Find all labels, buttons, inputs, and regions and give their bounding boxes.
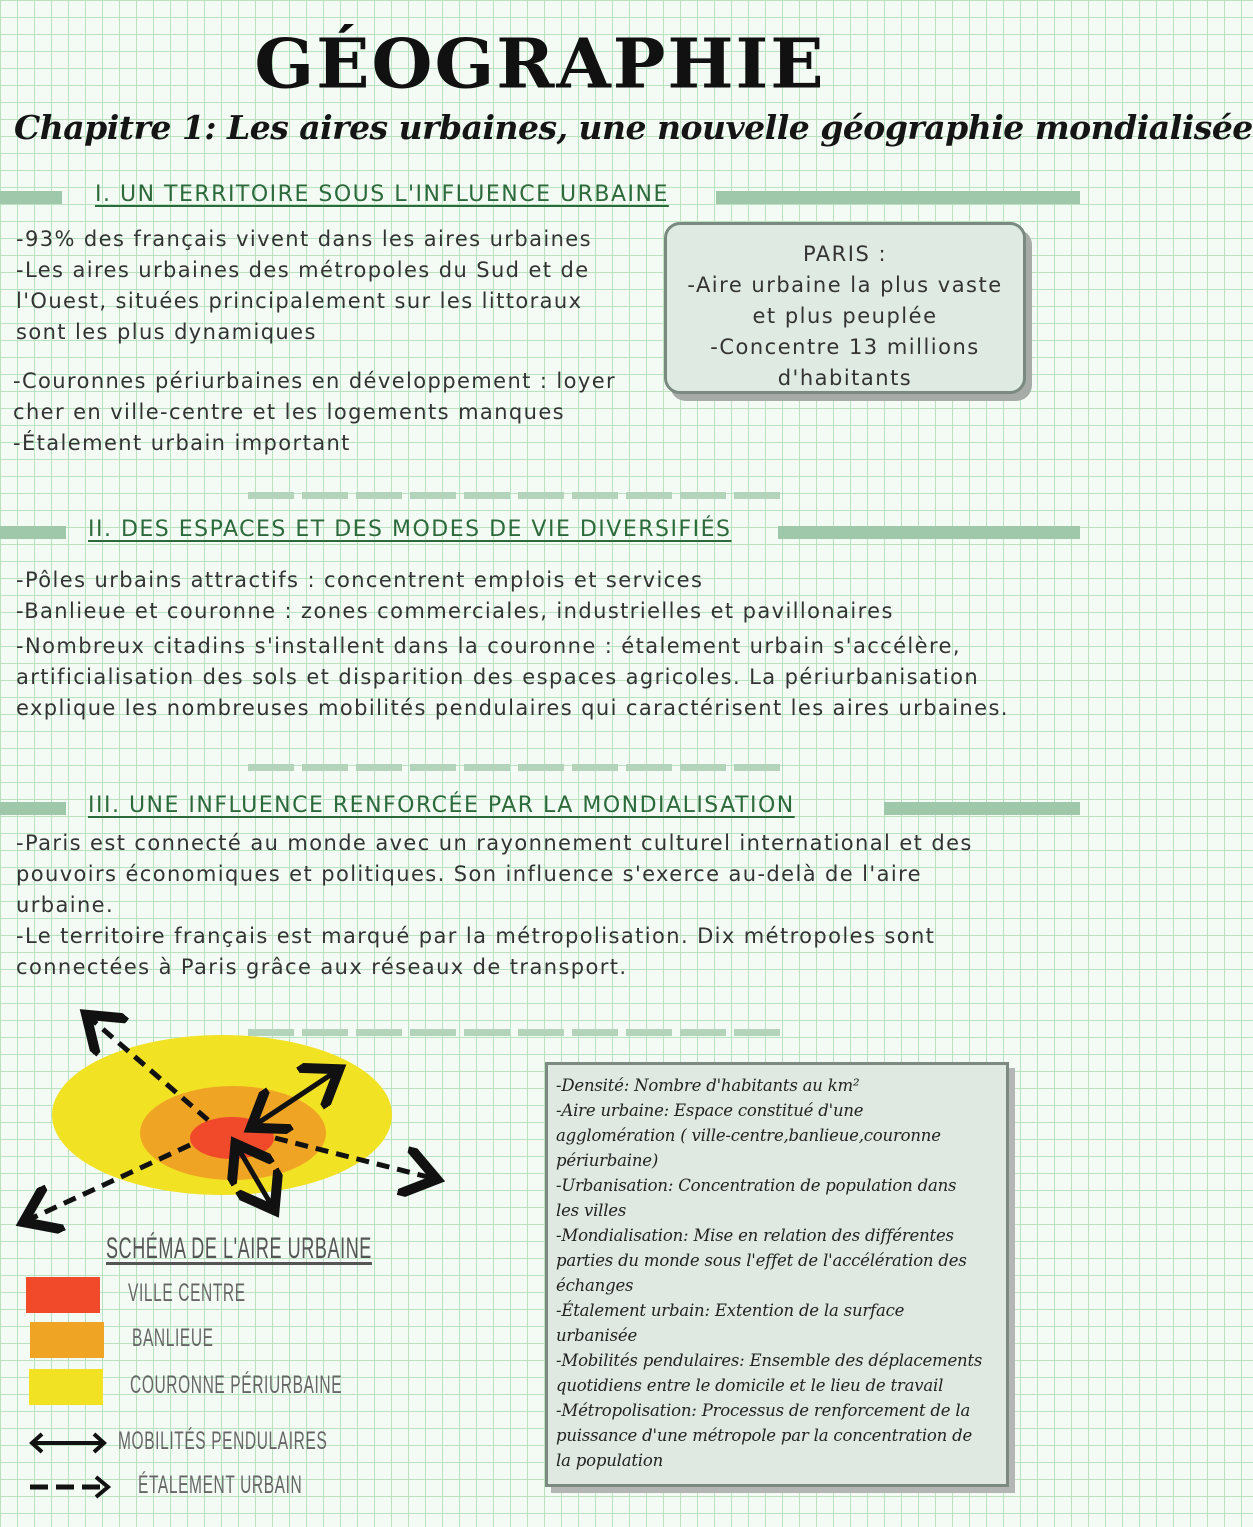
text-line: -Banlieue et couronne : zones commerciales, industrielles et pavillonaires [16,599,894,623]
text-line: l'Ouest, situées principalement sur les littoraux [16,289,583,313]
text-line: pouvoirs économiques et politiques. Son influence s'exerce au-delà de l'aire [16,862,922,886]
legend-label-ville-centre: VILLE CENTRE [128,1279,246,1307]
definition-line: périurbaine) [556,1151,659,1170]
paris-line: -Aire urbaine la plus vaste [687,273,1003,297]
definition-line: la population [556,1451,664,1470]
text-line: -Paris est connecté au monde avec un rayonnement culturel international et des [16,831,973,855]
legend-label-banlieue: BANLIEUE [132,1324,214,1352]
section-bar-right [778,526,1080,539]
definition-line: quotidiens entre le domicile et le lieu de travail [556,1376,944,1395]
definitions-box [545,1062,1009,1487]
dashed-divider [248,492,780,499]
section-2-body [16,565,1076,724]
text-line: -Étalement urbain important [13,431,351,455]
schema-title: SCHÉMA DE L'AIRE URBAINE [106,1232,372,1265]
text-line: connectées à Paris grâce aux réseaux de transport. [16,955,628,979]
urban-area-diagram [0,1000,540,1230]
text-line: artificialisation des sols et disparition des espaces agricoles. La périurbanisation [16,665,980,689]
section-bar-right [716,191,1080,204]
page-title: GÉOGRAPHIE [254,22,826,105]
text-line: explique les nombreuses mobilités pendulaires qui caractérisent les aires urbaines. [16,696,1009,720]
definition-line: -Aire urbaine: Espace constitué d'une [556,1101,864,1120]
legend-swatch-banlieue [30,1322,104,1358]
text-line: -Nombreux citadins s'installent dans la couronne : étalement urbain s'accélère, [16,634,961,658]
text-line: urbaine. [16,893,115,917]
section-1-title: I. UN TERRITOIRE SOUS L'INFLUENCE URBAINE [95,182,669,207]
text-line: sont les plus dynamiques [16,320,317,344]
dashed-divider [248,764,780,771]
legend-dashed-arrow-icon [28,1472,112,1502]
section-1-para-2 [13,366,663,459]
section-1-header [0,182,1080,212]
definition-line: échanges [556,1276,634,1295]
text-line: -Couronnes périurbaines en développement : loyer [13,369,617,393]
legend-swatch-ville-centre [26,1277,100,1313]
section-3-body [16,828,1076,983]
section-1-para-1 [16,224,656,348]
section-bar-left [0,526,66,539]
paris-line: et plus peuplée [752,304,938,328]
definition-line: -Mondialisation: Mise en relation des différentes [556,1226,954,1245]
section-2-title: II. DES ESPACES ET DES MODES DE VIE DIVERSIFIÉS [88,517,732,542]
paris-line: -Concentre 13 millions [710,335,980,359]
paris-line: PARIS : [802,242,888,266]
section-2-header [0,517,1080,547]
legend-double-arrow-icon [28,1428,108,1458]
legend-label-couronne: COURONNE PÉRIURBAINE [130,1371,343,1399]
legend-label-mobilites: MOBILITÉS PENDULAIRES [118,1427,328,1455]
section-bar-right [884,802,1080,815]
definition-line: -Densité: Nombre d'habitants au km² [556,1076,860,1095]
section-bar-left [0,802,66,815]
text-line: -Les aires urbaines des métropoles du Sud et de [16,258,590,282]
definition-line: les villes [556,1201,627,1220]
legend-swatch-couronne [29,1369,103,1405]
definition-line: -Métropolisation: Processus de renforcement de la [556,1401,971,1420]
paris-line: d'habitants [777,366,913,390]
text-line: -Pôles urbains attractifs : concentrent emplois et services [16,568,704,592]
paris-callout-box [664,222,1026,394]
text-line: -Le territoire français est marqué par la métropolisation. Dix métropoles sont [16,924,936,948]
definition-line: parties du monde sous l'effet de l'accélération des [556,1251,967,1270]
text-line: -93% des français vivent dans les aires urbaines [16,227,592,251]
section-3-header [0,793,1080,823]
definition-line: urbanisée [556,1326,638,1345]
definition-line: -Étalement urbain: Extention de la surface [556,1301,905,1320]
legend-label-etalement: ÉTALEMENT URBAIN [138,1471,303,1499]
section-bar-left [0,191,62,204]
text-line: cher en ville-centre et les logements manques [13,400,565,424]
definition-line: -Urbanisation: Concentration de population dans [556,1176,957,1195]
section-3-title: III. UNE INFLUENCE RENFORCÉE PAR LA MONDIALISATION [88,793,795,818]
definition-line: -Mobilités pendulaires: Ensemble des déplacements [556,1351,983,1370]
definition-line: agglomération ( ville-centre,banlieue,couronne [556,1126,941,1145]
definition-line: puissance d'une métropole par la concentration de [556,1426,973,1445]
chapter-subtitle: Chapitre 1: Les aires urbaines, une nouvelle géographie mondialisée [14,108,1253,147]
